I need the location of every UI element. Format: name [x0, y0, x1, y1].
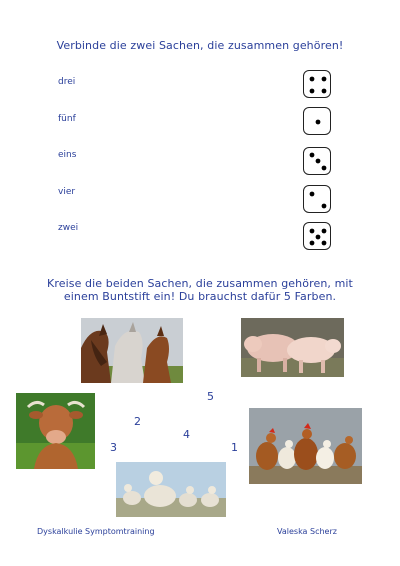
- word-vier: vier: [58, 187, 76, 197]
- cow-photo: [16, 393, 95, 469]
- task2-heading-line2: einem Buntstift ein! Du brauchst dafür 5 Farben.: [63, 290, 337, 303]
- die-three-icon: [303, 147, 331, 175]
- die-two-icon: [303, 185, 331, 213]
- die-four-icon: [303, 70, 331, 98]
- word-zwei: zwei: [58, 223, 79, 233]
- sheep-photo: [116, 462, 226, 517]
- footer-right: Valeska Scherz: [277, 527, 337, 536]
- number-2: 2: [134, 415, 141, 428]
- number-5: 5: [207, 390, 214, 403]
- task2-heading: [0, 277, 400, 303]
- chickens-photo: [249, 408, 362, 484]
- die-one-icon: [303, 107, 331, 135]
- word-drei: drei: [58, 77, 76, 87]
- number-3: 3: [110, 441, 117, 454]
- number-1: 1: [231, 441, 238, 454]
- number-4: 4: [183, 428, 190, 441]
- die-five-icon: [303, 222, 331, 250]
- pigs-photo: [241, 318, 344, 377]
- footer-left: Dyskalkulie Symptomtraining: [37, 527, 155, 536]
- task1-heading: Verbinde die zwei Sachen, die zusammen gehören!: [56, 39, 344, 52]
- horses-photo: [81, 318, 183, 383]
- word-fuenf: fünf: [58, 114, 76, 124]
- task2-heading-line1: Kreise die beiden Sachen, die zusammen gehören, mit: [47, 277, 353, 290]
- word-eins: eins: [58, 150, 77, 160]
